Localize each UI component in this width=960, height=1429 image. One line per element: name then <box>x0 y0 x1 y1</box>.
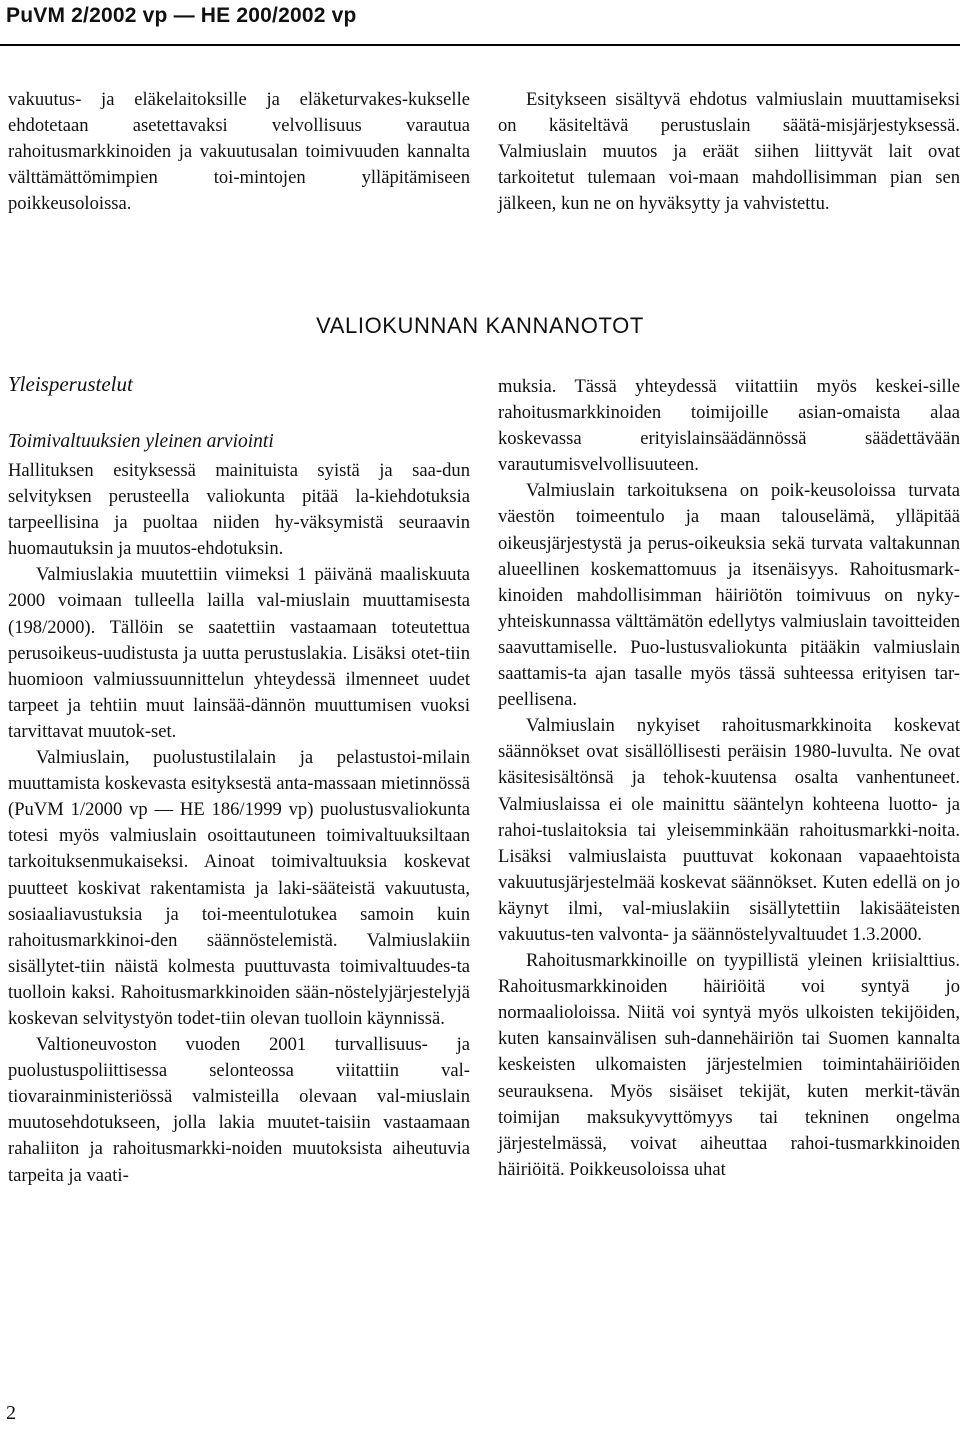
paragraph: Esitykseen sisältyvä ehdotus valmiuslain muuttamiseksi on käsiteltävä perustuslain säätä-misjärjestyksessä. Valmiuslain muutos ja eräät siihen liittyvät lait ovat tarkoitetut tulemaan voi-maan mahdollisimman pian sen jälkeen, kun ne on hyväksytty ja vahvistettu. <box>498 89 960 215</box>
paragraph: Valmiuslakia muutettiin viimeksi 1 päivänä maaliskuuta 2000 voimaan tulleella lailla val-miuslain muuttamisesta (198/2000). Tällöin se saatettiin vastaamaan toteutettua perusoikeus-uudistusta ja uutta perustuslakia. Lisäksi otet-tiin huomioon valmiussuunnittelun yhteydessä ilmenneet uudet tarpeet ja tehtiin muut lainsää-dännön muuttumisen vuoksi tarvittavat muutok-set. <box>8 564 470 742</box>
page-number: 2 <box>6 1402 16 1424</box>
heading-general-grounds: Yleisperustelut <box>8 372 133 396</box>
subheading-powers-assessment: Toimivaltuuksien yleinen arviointi <box>8 431 274 452</box>
document-reference: PuVM 2/2002 vp — HE 200/2002 vp <box>6 4 357 27</box>
right-column <box>498 374 960 1183</box>
running-header <box>0 0 960 46</box>
paragraph: vakuutus- ja eläkelaitoksille ja eläketurvakes-kukselle ehdotetaan asetettavaksi velvollisuus varautua rahoitusmarkkinoiden ja vakuutusalan toimivuuden kannalta välttämättömimpien toi-mintojen ylläpitämiseen poikkeusoloissa. <box>8 89 470 215</box>
paragraph: Valmiuslain tarkoituksena on poik-keusoloissa turvata väestön toimeentulo ja maan talouselämä, ylläpitää oikeusjärjestystä ja perus-oikeuksia sekä turvata valtakunnan alueellinen koskemattomuus ja itsenäisyys. Rahoitusmark-kinoiden mahdollisimman häiriötön toimivuus on nyky-yhteiskunnassa välttämätön edellytys valmiuslain tavoitteiden saavuttamiselle. Puo-lustusvaliokunta pitääkin valmiuslain saattamis-ta ajan tasalle myös tässä suhteessa erityisen tar-peellisena. <box>498 480 960 711</box>
top-left-column <box>8 87 470 217</box>
paragraph: Rahoitusmarkkinoille on tyypillistä yleinen kriisialttius. Rahoitusmarkkinoiden häiriöitä voi syntyä jo normaalioloissa. Niitä voi syntyä myös ulkoisten tekijöiden, kuten kansainvälisen suh-dannehäiriön tai Suomen kannalta keskeisten ulkomaisten järjestelmien toimintahäiriöiden seurauksena. Myös sisäiset tekijät, kuten merkit-tävän toimijan maksukyvyttömyys tai tekninen ongelma järjestelmässä, voivat aiheuttaa rahoi-tusmarkkinoiden häiriöitä. Poikkeusoloissa uhat <box>498 950 960 1180</box>
paragraph: Hallituksen esityksessä mainituista syistä ja saa-dun selvityksen perusteella valiokunta pitää la-kiehdotuksia tarpeellisina ja puoltaa niiden hy-väksymistä seuraavin huomautuksin ja muutos-ehdotuksin. <box>8 460 470 560</box>
section-title: VALIOKUNNAN KANNANOTOT <box>316 313 644 338</box>
top-right-column <box>498 87 960 217</box>
paragraph: Valtioneuvoston vuoden 2001 turvallisuus- ja puolustuspoliittisessa selonteossa viitattiin val-tiovarainministeriössä valmisteilla olevaan val-miuslain muutosehdotukseen, jolla lakia muutet-taisiin vastaamaan rahaliiton ja rahoitusmarkki-noiden muutoksista aiheutuvia tarpeita ja vaati- <box>8 1034 470 1186</box>
paragraph: Valmiuslain, puolustustilalain ja pelastustoi-milain muuttamista koskevasta esityksestä anta-massaan mietinnössä (PuVM 1/2000 vp — HE 186/1999 vp) puolustusvaliokunta totesi myös valmiuslain osoittautuneen toimivaltuuksiltaan tarkoituksenmukaiseksi. Ainoat toimivaltuuksia koskevat puutteet koskivat rakentamista ja laki-sääteistä vakuutusta, sosiaaliavustuksia ja toi-meentulotukea samoin kuin rahoitusmarkkinoi-den säännöstelemistä. Valmiuslakiin sisällytet-tiin näistä kolmesta puuttuvasta toimivaltuudes-ta tuolloin kaksi. Rahoitusmarkkinoiden sään-nöstelyjärjestelyjä koskevan selvitystyön todet-tiin olevan tuolloin käynnissä. <box>8 747 470 1029</box>
paragraph: Valmiuslain nykyiset rahoitusmarkkinoita koskevat säännökset ovat sisällöllisesti peräisin 1980-luvulta. Ne ovat käsitesisältönsä ja tehok-kuutensa osalta vanhentuneet. Valmiuslaissa ei ole mainittu sääntelyn kohteena luotto- ja rahoi-tuslaitoksia tai yleisemminkään rahoitusmarkki-noita. Lisäksi valmiuslaista puuttuvat kokonaan vapaaehtoista vakuutusjärjestelmää koskevat säännökset. Kuten edellä on jo käynyt ilmi, val-miuslakiin sisällytettiin lakisääteisten vakuutus-ten valvonta- ja säännöstelyvaltuudet 1.3.2000. <box>498 715 960 945</box>
left-column <box>8 371 470 1189</box>
paragraph: muksia. Tässä yhteydessä viitattiin myös keskei-sille rahoitusmarkkinoiden toimijoille asian-omaista alaa koskevassa erityislainsäädännössä säädettävään varautumisvelvollisuuteen. <box>498 376 960 476</box>
